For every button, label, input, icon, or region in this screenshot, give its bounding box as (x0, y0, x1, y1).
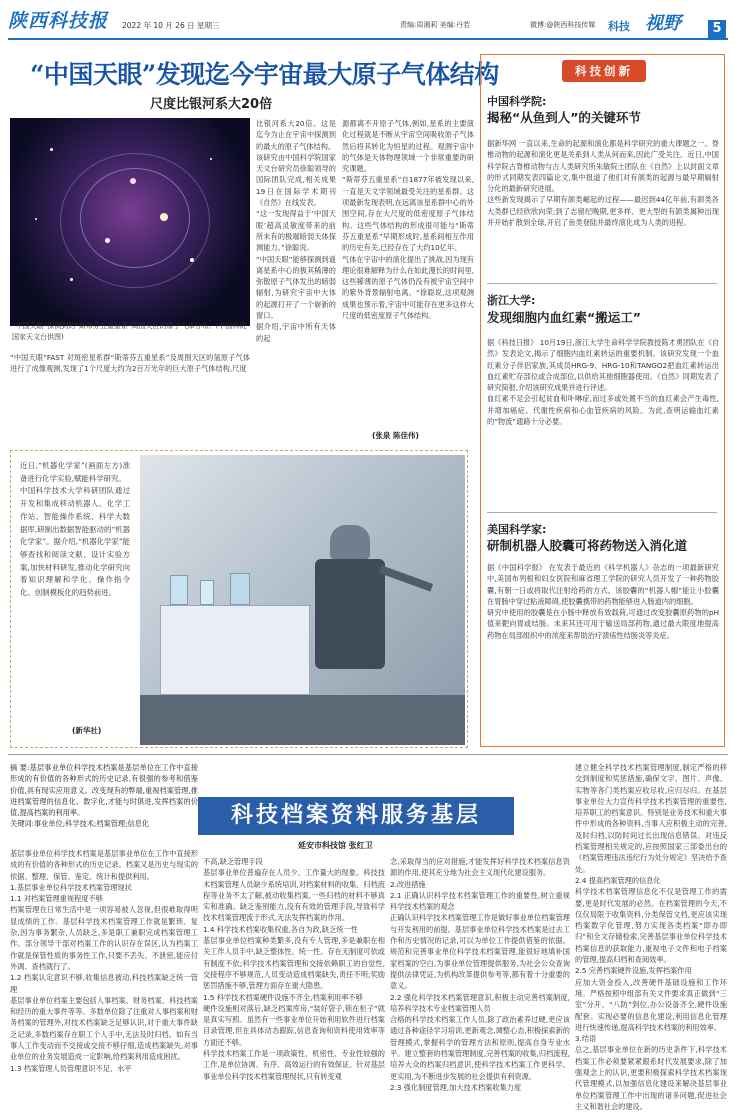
section-1-body: 据新华网 一直以来,生命的起源和演化都是科学研究的重大课题之一。脊椎动物的起源和演化更是关系到人类从何而来,因此广受关注。近日,中国科学院古脊椎动物与古人类研究所朱敏院士团队在《自然》上以封面文章的形式同期发表四篇论文,集中报道了他们对有颌类的起源与最早期辐射分化的最新研究进展。 这些新发现揭示了早期有颌类崛起的过程——最迟到44亿年前,有颌类各大类群已经欣欣向荣;到了志留纪晚期,更多样、更大型的有颌类属种出现并开始扩散到全球,开启了鱼类登陆并最终演化成为人类的进程。 (487, 139, 719, 228)
section-2-body: 据《科技日报》 10月19日,浙江大学生命科学学院教授陈才勇团队在《自然》发表论文,揭示了细胞内血红素转运的重要机制。该研究发现一个血红素分子伴侣家族,其成员HRG-9、HRG-10和TANGO2把血红素转运出血红素贮存部位或合成部位,以供给其他细胞器使用。《自然》同期发表了研究简报,介绍该研究成果并进行评述。 血红素不足会引起贫血和卟啉症,而过多或处置不当的血红素会产生毒性,并增加癌症、代谢性疾病和心血管疾病的风险。为此,查明运输血红素的“物流”通路十分必要。 (487, 338, 719, 427)
galaxy-image (10, 118, 250, 326)
innovation-banner: 科技创新 (562, 60, 646, 82)
section-3-body: 据《中国科学报》 在发表于最近的《科学机器人》杂志的一项最新研究中,美国布列根和妇女医院和麻省理工学院的研究人员开发了一种药物胶囊,有朝一日或将取代注射给药的方式。该胶囊的“机器人帽”能让小胶囊在胃肠中穿过粘液障碍,使胶囊携带的药物能够进入肠道内的细胞。 研究中使用的胶囊是在小肠中释放有效载荷,可通过改变胶囊原药物的pH值来靶向胃或结肠。未来其还可用于输送局部药物,通过最大限度地提高药物在局部组织中的浓度来帮助治疗溃疡性结肠炎等炎症。 (487, 563, 719, 640)
robot-chemist-photo (140, 455, 465, 745)
section-2-title: 发现细胞内血红素“搬运工” (487, 310, 641, 325)
section-name-2: 视野 (645, 13, 681, 34)
archive-col4: 建立健全科学技术档案管理制度,制定严格的移交到制度和奖惩措施,确保文字、图片、声像、实物等各门类档案应收尽收,应归尽归。在基层事业单位大力宣传科学技术档案管理的重要性,培养职工的档案意识。特别是业务技术和重大事件中形成的各种资料,当事人应积极主动的完善,及时归档,以防时间过长出现信息错误。对违反档案管理相关规定的,应按照国家三部委出台的《档案管理违法违纪行为处分规定》坚决给予查处。 2.4 提高档案管理的信息化 科学技术档案管理信息化不仅是管理工作的需要,更是时代发展的必然。在档案管理的今天,不仅仅局限于收集资料,分类保管文档,更应该实现档案数字化管理,努力实现各类档案“即办即归”和全文存储检索,完善基层事业单位科学技术档案信息的获取能力,重视电子文件和电子档案的管理,提高归档和查阅效率。 2.5 完善档案硬件设施,发挥档案作用 应加大资金投入,改善硬件基础设施和工作环境。严格按照中组部有关文件要求真正做到“三室”分开、“八防”到位,办公设备齐全,硬件设施配套。实现必要的信息化建设,利用信息化管理进行快速传递,提高科学技术档案的利用效率。 3.结语 总之,基层事业单位在新的历史条件下,科学技术档案工作必须要紧紧跟系时代发展要求,除了加强观念上的认识,更要积极探索科学技术档案现代管理模式,以加强信息化建设来解决基层事业单位档案管理工作中出现的诸多问题,促进社会主义和谐社会的建设。 (575, 763, 727, 1111)
image-caption: “中国天眼”探测到的“斯蒂芬五重星系”周围天区的原子气体分布。(中国科院国家天文台供图) (12, 322, 247, 341)
main-article-col3: 源都离不开原子气体,例如,星系的主要演化过程就是不断从宇宙空间吸收原子气体然后将其转化为恒星的过程。观测宇宙中的气体是天体物理领域一个非常重要的研究课题。 “斯蒂芬五重星系”自1877年被发现以来,一直是天文学领域最受关注的星系群。这项最新发现表明,在远离该星系群中心的外围空间,存在大尺度的低密度原子气体结构。这些气体结构的形成很可能与“斯蒂芬五重星系”早期形成时,星系间相互作用的历史有关,已经存在了大约10亿年。 气体在宇宙中的演化提出了挑战,因为现有理论很难解释为什么在如此漫长的时间里,这些稀薄的原子气体仍没有被宇宙空间中的紫外背景辐射电离。“徐聪说,这项观测成果也预示着,宇宙中可能存在更多这样大尺度的低密度原子气体结构。 (342, 119, 474, 321)
photo-news-text: 近日,“机器化学家”(画面左方)准备进行化学实验,赋能科学研究。 中国科学技术大学科研团队通过开发和集成移动机器人、化学工作站、智能操作系统、科学大数据库,研制出数据智能驱动的“机器化学家”。据介绍,“机器化学家”能够查找和阅读文献、设计实验方案,加快材料研发,推动化学研究向着知识理解和学化、操作指令化、创制模板化的趋势前进。 (20, 461, 130, 598)
archive-abstract: 摘 要:基层事业单位科学技术档案是基层单位在工作中直接形成的有价值的各种形式的历史记录,有很强的参考和借鉴价值,具有现实应用意义。改变现有的弊端,重视档案管理,推进档案管理的信息化、数字化,才能与时俱进,发挥档案的价值,提高档案的利用率。 关键词:事业单位;科学技术;档案管理;信息化 (10, 763, 198, 829)
issue-date: 2022 年 10 月 26 日 星期三 (122, 21, 220, 30)
editor-credits: 责编:周湘莉 美编:丹若 (400, 21, 470, 29)
archive-col1: 基层事业单位科学技术档案是基层事业单位在工作中直接形成的有价值的各种形式的历史记录。档案又是历史与现实的依据、整理、保管、鉴定、统计和提供利用。 1.基层事业单位科学技术档案管理现状 1.1 对档案管理重视程度不够 档案管理在日常生活中是一项容易被人忽视,但很难取得明显成绩的工作。基层科学技术档案管理工作就是繁琐、复杂,因为事务繁杂,人员缺乏,多是职工兼职完成档案管理工作。部分领导干部对档案工作的认识存在误区,认为档案工作就是保管性质的事务性工作,只要不丢失、不泄密,能应付外调、查档就行了。 1.2 档案认定意识不够,收集信息被动,科技档案缺乏统一管理 基层事业单位档案主要包括人事档案、财务档案、科技档案和经历的重大事件等等。多数单位除了注重对人事档案和财务档案的管理外,对技术档案缺乏足够认识,对于重大事件缺乏记录,多数档案存在职工个人手中,无法及时归档。如有当事人工作变动而不交接或交接不够仔细,造成档案缺失,对事业单位的业务发展造成一定影响,给档案利用造成困扰。 1.3 档案管理人员管理意识不足、水平 (10, 849, 198, 1073)
archive-col3: 念,采取得当的应对措施,才能发挥好科学技术档案信息资源的作用,使其充分地为社会主义现代化建设服务。 2.改进措施 2.1 正确认识科学技术档案管理工作的重要性,树立重视科学技术档案的观念 正确认识科学技术档案管理工作是做好事业单位档案管理与开发利用的前提。基层事业单位科学技术档案是过去工作和历史情况的记录,可以为单位工作提供借鉴的依据。规范和完善事业单位科学技术档案管理,能很好地填补国家档案的空白,为事业单位管理提供服务,为社会公众查询提供法律凭证,为机构改革提供参考等,都有着十分重要的意义。 2.2 强化科学技术档案管理意识,积极主动完善档案制度,培养科学技术专业档案管理人员 合格的科学技术档案工作人员,除了政治素养过硬,更应该通过各种途径学习培训,更新观念,调整心态,积极探索新的管理模式,掌握科学的管理方法和原则,提高自身专业水平。建立整套的档案管理制度,完善档案的收集,归档流程,培养大众的档案归档意识,使科学技术档案工作更科学、更实用,为不断进步发展的社会提供有利资源。 2.3 强化制度管理,加大技术档案收集力度 (390, 857, 570, 1092)
page-number: 5 (708, 20, 726, 38)
main-subheadline: 尺度比银河系大20倍 (150, 97, 273, 112)
photo-news-credit: (新华社) (72, 726, 102, 735)
masthead (0, 0, 735, 38)
section-3-org: 美国科学家: (487, 523, 547, 536)
section-name-1: 科技 (608, 20, 630, 33)
archive-title: 科技档案资料服务基层 (198, 797, 514, 835)
archive-byline: 延安市科技馆 张红卫 (298, 841, 373, 850)
main-headline: “中国天眼”发现迄今宇宙最大原子气体结构 (30, 60, 499, 89)
header-rule (8, 38, 728, 40)
section-2-org: 浙江大学: (487, 294, 536, 307)
section-divider (487, 512, 717, 513)
main-article-col2: 比银河系大20倍。这是迄今为止在宇宙中探测到的最大的原子气体结构。 该研究由中国科学院国家天文台研究员徐聪领导的国际团队完成,相关成果19日在国际学术期刊《自然》在线发表。 “这一发现得益于‘中国天眼’超高灵敏度带来的前所未有的极端暗弱天体探测能力。”徐聪说。 “中国天眼”能够探测到遥离星系中心的极其稀薄的弥散原子气体发出的暗弱辐射,为研究宇宙中大体的起源打开了一个崭新的窗口。 据介绍,宇宙中所有天体的起 (256, 119, 336, 343)
section-divider (487, 283, 717, 284)
section-1-title: 揭秘“从鱼到人”的关键环节 (487, 110, 641, 125)
section-3-title: 研制机器人胶囊可将药物送入消化道 (487, 538, 688, 553)
archive-col2: 不高,缺乏管理手段 基层事业单位普遍存在人员少、工作量大的现象。科技技术档案管理人员缺少系统培训,对档案材料的收集、归档流程等业务不太了解,被动收集档案,一些归档的材料不够真实和准确。缺乏鉴别能力,没有有效的管理手段,导致科学技术档案管理流于形式,无法发挥档案的作用。 1.4 科学技术档案收集权重,各自为政,缺乏统一性 基层事业单位档案种类繁多,没有专人管理,多是兼职在相关工作人员手中,缺乏整体性、统一性。存在无制度可依或有制度不依;科学技术档案管理和交接依赖职工的自觉性,交接程序不够规范,人员变动造成档案缺失,责任不明;奖励惩罚措施不够,管理方面存在重大隐患。 1.5 科学技术档案硬件设施不齐全,档案利用率不够 硬件设施相对落后,缺乏档案库房,“装好袋子,锁在柜子”就是真实写照。虽然有一些事业单位开始利用软件进行档案目录管理,但在具体动态跟踪,信息查询和资料使用效率等方面还不够。 科学技术档案工作是一项政策性、机密性、专业性较强的工作,是单位协调、有序、高效运行的有效保证。针对基层事业单位科学技术档案管理现状,只有转变观 (203, 857, 385, 1081)
main-article-col1: “中国天眼”FAST 对斑密星系群“斯蒂芬五重星系”及周围天区的氢原子气体进行了成像观测,发现了1个尺度大约为2百万光年的巨大原子气体结构,尺度 (10, 353, 250, 374)
main-article-byline: (张泉 陈佳伟) (372, 431, 419, 440)
section-1-org: 中国科学院: (487, 95, 547, 108)
section-rule (8, 754, 728, 755)
weibo-handle: 微博:@陕西科技传媒 (530, 21, 596, 29)
newspaper-logo: 陕西科技报 (8, 10, 109, 32)
